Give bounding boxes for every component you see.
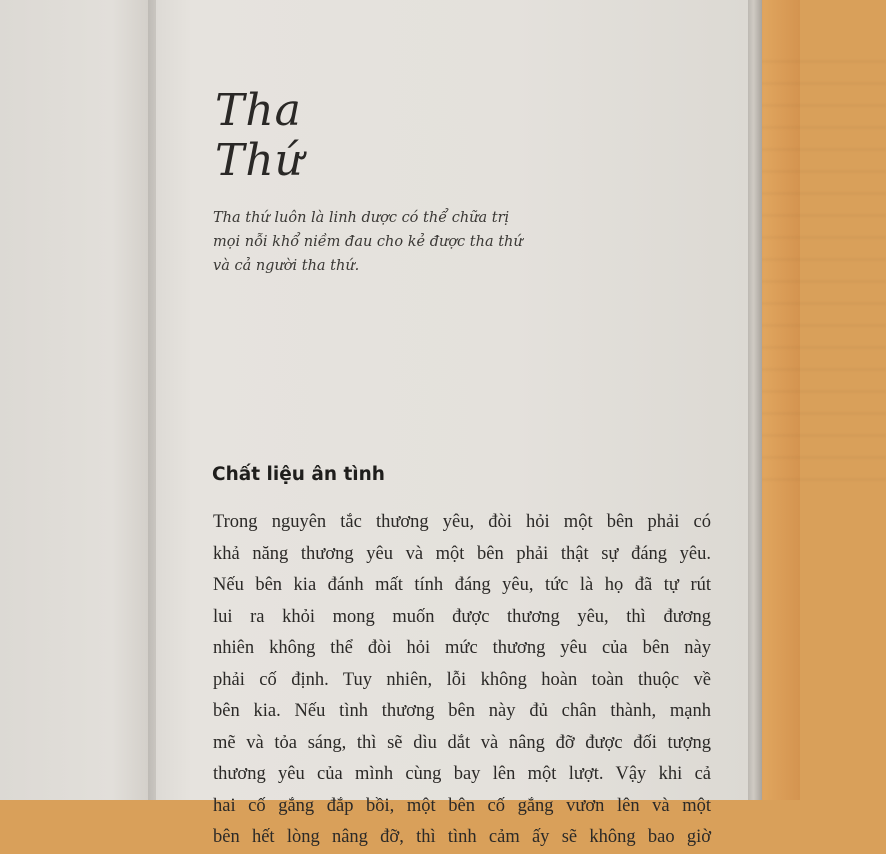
body-line: hai cố gắng đắp bồi, một bên cố gắng vươn lên và một bbox=[213, 795, 711, 816]
body-line: thương yêu của mình cùng bay lên một lượt. Vậy khi cả bbox=[213, 764, 711, 784]
body-line: Nếu bên kia đánh mất tính đáng yêu, tức là họ đã tự rút bbox=[213, 575, 711, 595]
body-line: khả năng thương yêu và một bên phải thật sự đáng yêu. bbox=[213, 543, 711, 564]
body-line: mẽ và tỏa sáng, thì sẽ dìu dắt và nâng đỡ được đối tượng bbox=[213, 732, 711, 753]
body-line: Trong nguyên tắc thương yêu, đòi hỏi một bên phải có bbox=[213, 512, 711, 532]
body-line: lui ra khỏi mong muốn được thương yêu, thì đương bbox=[213, 606, 711, 627]
chapter-title-line: Tha bbox=[215, 85, 302, 136]
body-paragraph bbox=[213, 507, 711, 854]
chapter-title-line: Thứ bbox=[215, 135, 305, 186]
body-line: bên hết lòng nâng đỡ, thì tình cảm ấy sẽ không bao giờ bbox=[213, 827, 711, 847]
epigraph-line: và cả người tha thứ. bbox=[213, 258, 360, 274]
body-line: nhiên không thể đòi hỏi mức thương yêu của bên này bbox=[213, 638, 711, 658]
left-page bbox=[0, 0, 160, 800]
epigraph bbox=[213, 206, 573, 278]
show-through-text bbox=[756, 60, 886, 500]
epigraph-line: mọi nỗi khổ niềm đau cho kẻ được tha thứ bbox=[213, 234, 523, 250]
page-edges bbox=[748, 0, 762, 800]
section-heading: Chất liệu ân tình bbox=[212, 464, 385, 485]
chapter-title bbox=[215, 86, 304, 186]
epigraph-line: Tha thứ luôn là linh dược có thể chữa trị bbox=[213, 210, 510, 226]
body-line: bên kia. Nếu tình thương bên này đủ chân thành, mạnh bbox=[213, 701, 711, 721]
body-line: phải cố định. Tuy nhiên, lỗi không hoàn toàn thuộc về bbox=[213, 669, 711, 690]
